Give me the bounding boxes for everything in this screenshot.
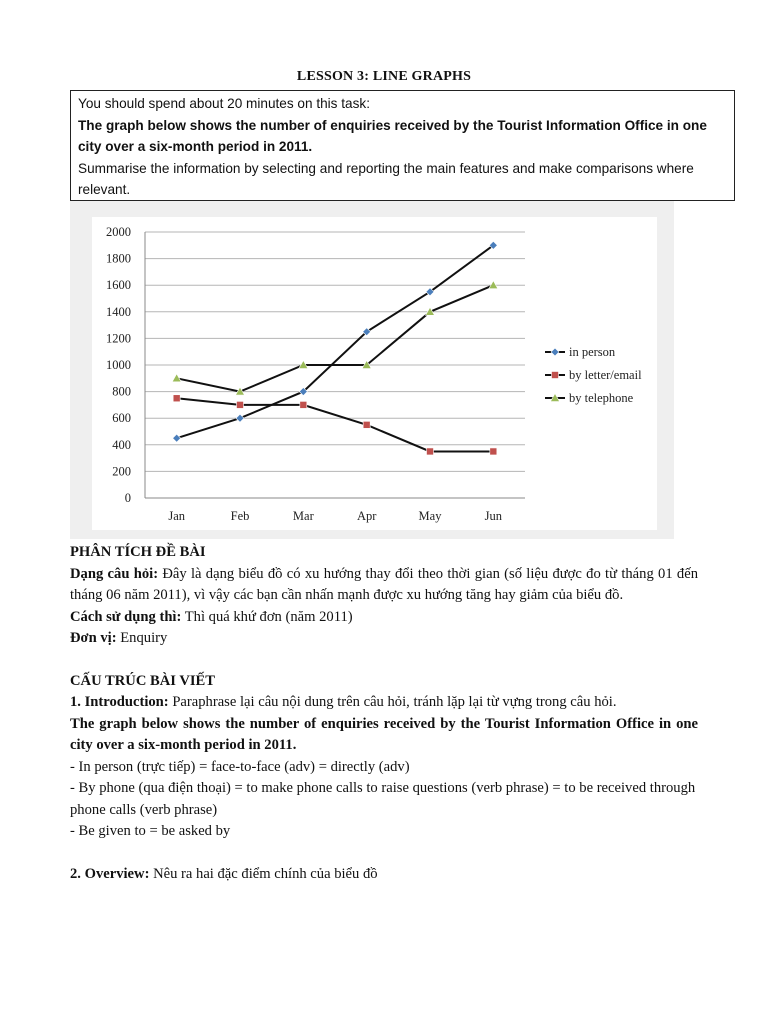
series-line xyxy=(177,398,494,451)
data-point-marker xyxy=(173,395,180,402)
vocab-bullet: - Be given to = be asked by xyxy=(70,823,231,839)
lesson-content xyxy=(70,542,698,885)
legend-label: by letter/email xyxy=(569,368,642,382)
question-type: Dạng câu hỏi: Đây là dạng biểu đồ có xu hướng thay đổi theo thời gian (số liệu được đo từ tháng 01 đến tháng 06 năm 2011), vì vậy các bạn cần nhấn mạnh được xu hướng tăng hay giảm của biểu đồ. xyxy=(70,565,698,603)
data-point-marker xyxy=(551,348,559,356)
task-box xyxy=(70,90,735,201)
line-chart-frame xyxy=(70,201,674,539)
y-tick-label: 1800 xyxy=(106,251,131,266)
data-point-marker xyxy=(172,374,181,382)
x-tick-label: Apr xyxy=(356,509,377,523)
introduction-quote: The graph below shows the number of enquiries received by the Tourist Information Office in one city over a six-month period in 2011. xyxy=(70,715,698,753)
line-chart xyxy=(92,217,657,530)
task-prompt: The graph below shows the number of enquiries received by the Tourist Information Office in one city over a six-month period in 2011. xyxy=(78,117,707,154)
tense-usage: Cách sử dụng thì: Thì quá khứ đơn (năm 2011) xyxy=(70,608,353,625)
vocab-bullet: - By phone (qua điện thoại) = to make phone calls to raise questions (verb phrase) = to be received through phone calls (verb phrase) xyxy=(70,780,696,818)
y-tick-label: 400 xyxy=(112,437,131,452)
y-tick-label: 1000 xyxy=(106,358,131,372)
y-tick-label: 200 xyxy=(112,464,131,479)
data-point-marker xyxy=(552,372,559,379)
x-tick-label: Mar xyxy=(292,509,314,523)
y-tick-label: 0 xyxy=(124,491,131,505)
x-tick-label: May xyxy=(418,509,442,523)
series-line xyxy=(177,245,494,438)
task-summary-instruction: Summarise the information by selecting and reporting the main features and make comparisons where relevant. xyxy=(78,160,694,197)
line-chart-area xyxy=(92,217,657,530)
data-point-marker xyxy=(300,401,307,408)
y-tick-label: 800 xyxy=(112,384,131,399)
legend-label: in person xyxy=(569,345,616,359)
data-point-marker xyxy=(363,421,370,428)
y-tick-label: 600 xyxy=(112,411,131,426)
y-tick-label: 2000 xyxy=(106,225,131,239)
data-point-marker xyxy=(237,401,244,408)
x-tick-label: Jun xyxy=(484,509,503,523)
data-point-marker xyxy=(427,448,434,455)
legend-label: by telephone xyxy=(569,391,634,405)
unit-info: Đơn vị: Enquiry xyxy=(70,630,168,646)
y-tick-label: 1600 xyxy=(106,278,131,293)
x-tick-label: Feb xyxy=(230,509,250,523)
data-point-marker xyxy=(490,448,497,455)
y-tick-label: 1400 xyxy=(106,304,131,319)
overview-item: 2. Overview: Nêu ra hai đặc điểm chính của biểu đồ xyxy=(70,865,378,882)
vocab-bullet: - In person (trực tiếp) = face-to-face (adv) = directly (adv) xyxy=(70,758,410,775)
structure-heading: CẤU TRÚC BÀI VIẾT xyxy=(70,672,216,689)
introduction-item: 1. Introduction: Paraphrase lại câu nội dung trên câu hỏi, tránh lặp lại từ vựng trong câu hỏi. xyxy=(70,694,617,710)
data-point-marker xyxy=(236,414,244,422)
lesson-title: LESSON 3: LINE GRAPHS xyxy=(296,69,472,84)
y-tick-label: 1200 xyxy=(106,331,131,346)
task-instruction: You should spend about 20 minutes on this task: xyxy=(78,96,370,111)
data-point-marker xyxy=(173,434,181,442)
x-tick-label: Jan xyxy=(168,509,186,523)
analysis-heading: PHÂN TÍCH ĐỀ BÀI xyxy=(70,544,206,560)
